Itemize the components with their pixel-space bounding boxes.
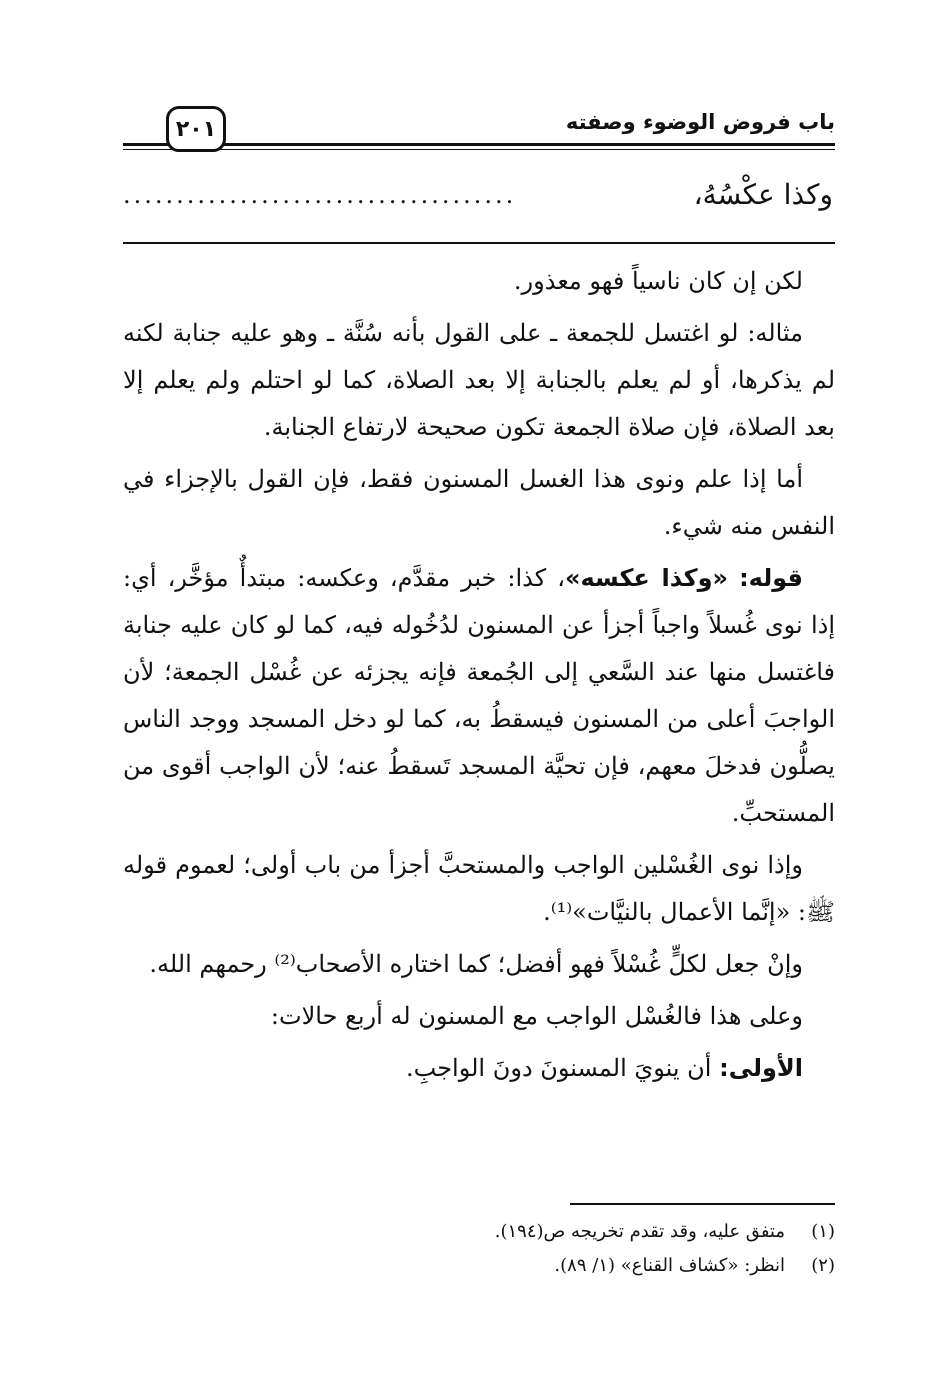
paragraph-3: أما إذا علم ونوى هذا الغسل المسنون فقط، فإن القول بالإجزاء في النفس منه شيء. [123, 465, 835, 540]
qawluhu-label: قوله: [739, 564, 803, 592]
qawluhu-quote: «وكذا عكسه» [564, 564, 729, 592]
first-case-label: الأولى: [719, 1054, 803, 1082]
footnote-number: (٢) [811, 1255, 835, 1276]
first-case-text: أن ينويَ المسنونَ دونَ الواجبِ. [406, 1054, 712, 1082]
footnote-1 [123, 1215, 835, 1249]
header-rule-upper [123, 143, 835, 146]
footnote-text: متفق عليه، وقد تقدم تخريجه ص(١٩٤). [494, 1221, 785, 1242]
footnote-2 [123, 1249, 835, 1283]
paragraph-1: لكن إن كان ناسياً فهو معذور. [513, 267, 803, 295]
commentary-body [123, 258, 835, 1097]
footnote-rule [570, 1203, 835, 1205]
footnotes [123, 1215, 835, 1283]
header-rule-lower [123, 149, 835, 150]
page-header [123, 108, 835, 158]
qawluhu-text: ، كذا: خبر مقدَّم، وعكسه: مبتدأٌ مؤخَّر، أي: إذا نوى غُسلاً واجباً أجزأ عن المسنون لدُخُوله فيه، كما لو كان عليه جنابة فاغتسل منها عند السَّعي إلى الجُمعة فإنه يجزئه عن غُسْل الجمعة؛ لأن الواجبَ أعلى من المسنون فيسقطُ به، كما لو دخل المسجد ووجد الناس يصلُّون فدخلَ معهم، فإن تحيَّة المسجد تَسقطُ عنه؛ لأن الواجب أقوى من المستحبِّ. [123, 564, 835, 827]
chapter-title: باب فروض الوضوء وصفته [565, 110, 835, 134]
matn-text: وكذا عكْسُهُ، [693, 178, 833, 211]
footnote-text: انظر: «كشاف القناع» (١/ ٨٩). [554, 1255, 785, 1276]
matn-dots: ..................................... [123, 181, 517, 209]
paragraph-4: وإذا نوى الغُسْلين الواجب والمستحبَّ أجزأ من باب أولى؛ لعموم قوله ﷺ: «إنَّما الأعمال بالنيَّات»⁽¹⁾. [123, 851, 835, 926]
footnote-number: (١) [811, 1221, 835, 1242]
paragraph-5: وإنْ جعل لكلٍّ غُسْلاً فهو أفضل؛ كما اختاره الأصحاب⁽²⁾ رحمهم الله. [149, 950, 803, 978]
matn-line [123, 172, 833, 218]
paragraph-2: مثاله: لو اغتسل للجمعة ـ على القول بأنه سُنَّة ـ وهو عليه جنابة لكنه لم يذكرها، أو لم يعلم بالجنابة إلا بعد الصلاة، كما لو احتلم ولم يعلم إلا بعد الصلاة، فإن صلاة الجمعة تكون صحيحة لارتفاع الجنابة. [123, 319, 835, 441]
page-number: ٢٠١ [166, 106, 226, 152]
paragraph-qawluhu [123, 555, 835, 837]
paragraph-first-case [123, 1045, 835, 1092]
matn-separator [123, 242, 835, 244]
paragraph-6: وعلى هذا فالغُسْل الواجب مع المسنون له أربع حالات: [270, 1002, 803, 1030]
